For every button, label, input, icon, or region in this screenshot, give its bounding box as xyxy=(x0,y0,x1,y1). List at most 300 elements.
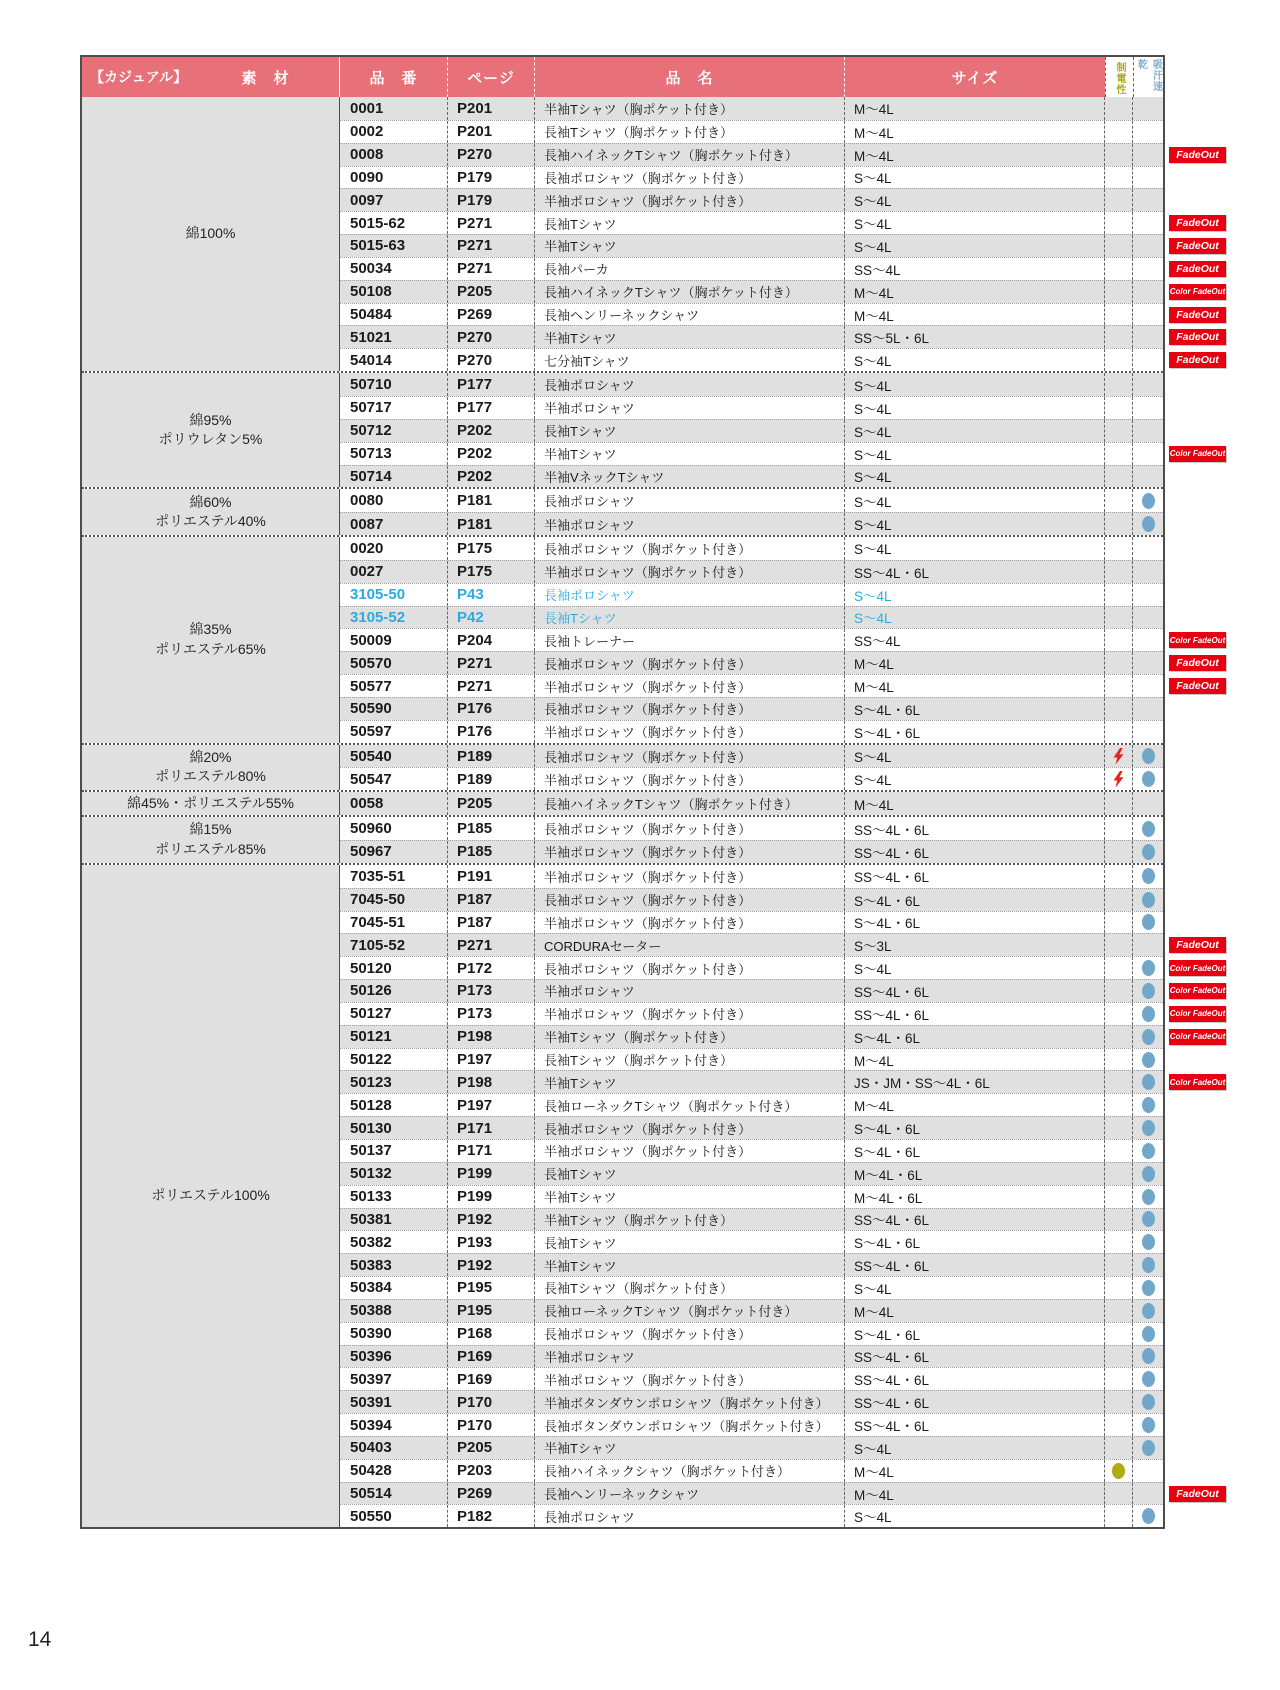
page-ref-cell: P203 xyxy=(448,1460,535,1482)
item-name-cell: 長袖ポロシャツ xyxy=(535,373,845,396)
group-rows xyxy=(340,489,1163,535)
table-row xyxy=(340,1436,1163,1459)
item-no-cell: 3105-50 xyxy=(340,584,448,606)
table-row xyxy=(340,1048,1163,1071)
item-name-cell: 半袖ポロシャツ（胸ポケット付き） xyxy=(535,561,845,583)
page-ref-cell: P271 xyxy=(448,934,535,956)
quick-dry-dot-icon xyxy=(1142,1348,1155,1364)
quick-dry-cell xyxy=(1133,121,1163,143)
page-ref-cell: P171 xyxy=(448,1140,535,1162)
table-row xyxy=(340,188,1163,211)
antistatic-cell xyxy=(1105,537,1133,560)
table-row xyxy=(340,606,1163,629)
size-cell: S～4L xyxy=(845,489,1105,512)
page-ref-cell: P202 xyxy=(448,420,535,442)
item-no-cell: 50590 xyxy=(340,698,448,720)
page-ref-cell: P197 xyxy=(448,1049,535,1071)
size-cell: M～4L xyxy=(845,281,1105,303)
table-row xyxy=(340,537,1163,560)
item-name-cell: 長袖ポロシャツ（胸ポケット付き） xyxy=(535,745,845,768)
quick-dry-dot-icon xyxy=(1142,1074,1155,1090)
item-no-cell: 3105-52 xyxy=(340,607,448,629)
table-row xyxy=(340,745,1163,768)
table-row xyxy=(340,419,1163,442)
quick-dry-cell xyxy=(1133,745,1163,768)
antistatic-cell xyxy=(1105,1437,1133,1459)
table-row xyxy=(340,257,1219,280)
item-name-cell: 半袖Tシャツ xyxy=(535,1186,845,1208)
antistatic-cell xyxy=(1105,349,1133,371)
antistatic-lightning-icon xyxy=(1112,748,1125,765)
antistatic-cell xyxy=(1105,889,1133,911)
page-ref-cell: P175 xyxy=(448,537,535,560)
size-cell: M～4L・6L xyxy=(845,1163,1105,1185)
page-ref-cell: P271 xyxy=(448,258,535,280)
item-name-cell: 長袖ポロシャツ（胸ポケット付き） xyxy=(535,1117,845,1139)
item-no-cell: 51021 xyxy=(340,326,448,348)
size-cell: M～4L xyxy=(845,675,1105,697)
antistatic-cell xyxy=(1105,466,1133,488)
size-cell: S～4L xyxy=(845,212,1105,234)
item-name-cell: 長袖Tシャツ（胸ポケット付き） xyxy=(535,121,845,143)
quick-dry-cell xyxy=(1133,466,1163,488)
item-no-cell: 0027 xyxy=(340,561,448,583)
item-no-cell: 50397 xyxy=(340,1368,448,1390)
size-cell: SS～4L・6L xyxy=(845,980,1105,1002)
quick-dry-cell xyxy=(1133,912,1163,934)
material-label: 綿35% ポリエステル65% xyxy=(82,537,340,743)
quick-dry-dot-icon xyxy=(1142,1326,1155,1342)
size-cell: S～4L xyxy=(845,513,1105,535)
header-item-name: 品 名 xyxy=(535,57,845,97)
table-row xyxy=(340,465,1163,488)
antistatic-cell xyxy=(1105,1140,1133,1162)
size-cell: S～4L・6L xyxy=(845,1323,1105,1345)
table-row xyxy=(340,280,1226,303)
page-ref-cell: P173 xyxy=(448,1003,535,1025)
table-row xyxy=(340,1185,1163,1208)
quick-dry-cell xyxy=(1133,792,1163,815)
item-name-cell: 長袖ハイネックTシャツ（胸ポケット付き） xyxy=(535,144,845,166)
quick-dry-cell xyxy=(1133,1323,1163,1345)
table-row xyxy=(340,1459,1163,1482)
quick-dry-cell xyxy=(1133,957,1163,979)
size-cell: SS～4L・6L xyxy=(845,1346,1105,1368)
antistatic-cell xyxy=(1105,1346,1133,1368)
quick-dry-dot-icon xyxy=(1142,1303,1155,1319)
antistatic-cell xyxy=(1105,212,1133,234)
antistatic-cell xyxy=(1105,1460,1133,1482)
antistatic-cell xyxy=(1105,1254,1133,1276)
quick-dry-dot-icon xyxy=(1142,1417,1155,1433)
item-no-cell: 50403 xyxy=(340,1437,448,1459)
item-name-cell: 長袖ヘンリーネックシャツ xyxy=(535,304,845,326)
page-ref-cell: P270 xyxy=(448,349,535,371)
page-ref-cell: P172 xyxy=(448,957,535,979)
item-name-cell: 長袖ポロシャツ（胸ポケット付き） xyxy=(535,1323,845,1345)
quick-dry-cell xyxy=(1133,1117,1163,1139)
item-name-cell: 長袖ローネックTシャツ（胸ポケット付き） xyxy=(535,1094,845,1116)
group-rows xyxy=(340,817,1163,863)
header-size: サイズ xyxy=(845,57,1105,97)
material-group xyxy=(82,863,1226,1527)
quick-dry-cell xyxy=(1133,1277,1163,1299)
antistatic-cell xyxy=(1105,326,1133,348)
item-name-cell: 半袖Tシャツ xyxy=(535,326,845,348)
antistatic-cell xyxy=(1105,1483,1133,1505)
page-ref-cell: P201 xyxy=(448,121,535,143)
item-no-cell: 50126 xyxy=(340,980,448,1002)
page-ref-cell: P170 xyxy=(448,1391,535,1413)
size-cell: S～4L xyxy=(845,584,1105,606)
size-cell: S～4L xyxy=(845,397,1105,419)
antistatic-cell xyxy=(1105,281,1133,303)
fadeout-badge: Color FadeOut xyxy=(1169,1006,1226,1022)
size-cell: M～4L xyxy=(845,304,1105,326)
quick-dry-cell xyxy=(1133,1254,1163,1276)
antistatic-cell xyxy=(1105,167,1133,189)
page-ref-cell: P202 xyxy=(448,466,535,488)
quick-dry-cell xyxy=(1133,934,1163,956)
material-label: 綿20% ポリエステル80% xyxy=(82,745,340,791)
antistatic-cell xyxy=(1105,561,1133,583)
size-cell: SS～4L・6L xyxy=(845,1368,1105,1390)
quick-dry-cell xyxy=(1133,768,1163,790)
quick-dry-cell xyxy=(1133,865,1163,888)
table-row xyxy=(340,674,1219,697)
antistatic-cell xyxy=(1105,607,1133,629)
size-cell: S～4L xyxy=(845,443,1105,465)
item-no-cell: 50960 xyxy=(340,817,448,840)
page-ref-cell: P185 xyxy=(448,841,535,863)
page-ref-cell: P187 xyxy=(448,889,535,911)
table-row xyxy=(340,1162,1163,1185)
item-no-cell: 50714 xyxy=(340,466,448,488)
item-name-cell: 半袖ポロシャツ（胸ポケット付き） xyxy=(535,1368,845,1390)
fadeout-badge: FadeOut xyxy=(1169,238,1226,254)
item-no-cell: 50381 xyxy=(340,1209,448,1231)
table-row xyxy=(340,865,1163,888)
quick-dry-cell xyxy=(1133,629,1163,651)
material-group xyxy=(82,743,1163,791)
item-name-cell: 長袖ハイネックTシャツ（胸ポケット付き） xyxy=(535,792,845,815)
size-cell: SS～4L・6L xyxy=(845,561,1105,583)
table-header xyxy=(82,57,1163,97)
item-name-cell: 長袖ハイネックシャツ（胸ポケット付き） xyxy=(535,1460,845,1482)
quick-dry-cell xyxy=(1133,235,1163,257)
table-row xyxy=(340,651,1219,674)
quick-dry-cell xyxy=(1133,1186,1163,1208)
table-row xyxy=(340,303,1219,326)
size-cell: SS～4L・6L xyxy=(845,1254,1105,1276)
table-row xyxy=(340,348,1219,371)
item-no-cell: 0001 xyxy=(340,97,448,120)
quick-dry-dot-icon xyxy=(1142,1029,1155,1045)
header-item-no: 品 番 xyxy=(340,57,448,97)
page-ref-cell: P198 xyxy=(448,1071,535,1093)
size-cell: S～4L・6L xyxy=(845,1026,1105,1048)
table-row xyxy=(340,325,1219,348)
size-cell: S～4L xyxy=(845,1437,1105,1459)
table-row xyxy=(340,583,1163,606)
item-no-cell: 0087 xyxy=(340,513,448,535)
item-name-cell: 長袖Tシャツ（胸ポケット付き） xyxy=(535,1277,845,1299)
quick-dry-cell xyxy=(1133,1026,1163,1048)
quick-dry-cell xyxy=(1133,373,1163,396)
antistatic-cell xyxy=(1105,912,1133,934)
item-no-cell: 5015-62 xyxy=(340,212,448,234)
size-cell: S～4L xyxy=(845,768,1105,790)
page-ref-cell: P43 xyxy=(448,584,535,606)
size-cell: M～4L xyxy=(845,1049,1105,1071)
page-ref-cell: P170 xyxy=(448,1414,535,1436)
antistatic-lightning-icon xyxy=(1112,771,1125,788)
table-row xyxy=(340,97,1163,120)
item-name-cell: 長袖ポロシャツ xyxy=(535,489,845,512)
item-name-cell: 長袖ポロシャツ xyxy=(535,1505,845,1527)
item-name-cell: 半袖ポロシャツ（胸ポケット付き） xyxy=(535,675,845,697)
page-ref-cell: P189 xyxy=(448,768,535,790)
table-row xyxy=(340,396,1163,419)
quick-dry-cell xyxy=(1133,304,1163,326)
fadeout-badge: FadeOut xyxy=(1169,147,1226,163)
size-cell: S～4L・6L xyxy=(845,889,1105,911)
item-no-cell: 50130 xyxy=(340,1117,448,1139)
item-name-cell: 長袖ポロシャツ（胸ポケット付き） xyxy=(535,698,845,720)
material-group xyxy=(82,535,1226,743)
item-name-cell: 半袖ボタンダウンポロシャツ（胸ポケット付き） xyxy=(535,1391,845,1413)
group-rows xyxy=(340,373,1226,487)
table-row xyxy=(340,1116,1163,1139)
quick-dry-cell xyxy=(1133,397,1163,419)
item-no-cell: 50383 xyxy=(340,1254,448,1276)
table-row xyxy=(340,888,1163,911)
item-no-cell: 50127 xyxy=(340,1003,448,1025)
page-ref-cell: P193 xyxy=(448,1231,535,1253)
quick-dry-cell xyxy=(1133,513,1163,535)
page-ref-cell: P176 xyxy=(448,721,535,743)
antistatic-cell xyxy=(1105,144,1133,166)
item-name-cell: 長袖Tシャツ（胸ポケット付き） xyxy=(535,1049,845,1071)
antistatic-cell xyxy=(1105,1231,1133,1253)
antistatic-cell xyxy=(1105,304,1133,326)
table-row xyxy=(340,817,1163,840)
quick-dry-cell xyxy=(1133,97,1163,120)
quick-dry-cell xyxy=(1133,675,1163,697)
quick-dry-dot-icon xyxy=(1142,1234,1155,1250)
item-name-cell: 半袖ポロシャツ（胸ポケット付き） xyxy=(535,189,845,211)
quick-dry-dot-icon xyxy=(1142,516,1155,532)
table-row xyxy=(340,1482,1219,1505)
quick-dry-dot-icon xyxy=(1142,1440,1155,1456)
quick-dry-cell xyxy=(1133,443,1163,465)
size-cell: S～4L xyxy=(845,167,1105,189)
size-cell: S～4L・6L xyxy=(845,1140,1105,1162)
item-no-cell: 50128 xyxy=(340,1094,448,1116)
quick-dry-dot-icon xyxy=(1142,1257,1155,1273)
table-row xyxy=(340,1002,1226,1025)
item-no-cell: 50712 xyxy=(340,420,448,442)
group-rows xyxy=(340,865,1226,1527)
table-row xyxy=(340,1230,1163,1253)
item-no-cell: 50540 xyxy=(340,745,448,768)
antistatic-cell xyxy=(1105,817,1133,840)
antistatic-cell xyxy=(1105,1391,1133,1413)
quick-dry-cell xyxy=(1133,144,1163,166)
antistatic-cell xyxy=(1105,841,1133,863)
page-ref-cell: P269 xyxy=(448,304,535,326)
page-ref-cell: P192 xyxy=(448,1254,535,1276)
item-no-cell: 50570 xyxy=(340,652,448,674)
quick-dry-cell xyxy=(1133,167,1163,189)
antistatic-cell xyxy=(1105,513,1133,535)
size-cell: SS～4L xyxy=(845,629,1105,651)
antistatic-cell xyxy=(1105,1049,1133,1071)
item-name-cell: 七分袖Tシャツ xyxy=(535,349,845,371)
quick-dry-dot-icon xyxy=(1142,1189,1155,1205)
item-name-cell: 半袖Tシャツ（胸ポケット付き） xyxy=(535,97,845,120)
antistatic-cell xyxy=(1105,1026,1133,1048)
quick-dry-cell xyxy=(1133,1300,1163,1322)
quick-dry-dot-icon xyxy=(1142,960,1155,976)
item-no-cell: 0020 xyxy=(340,537,448,560)
item-name-cell: 長袖ポロシャツ（胸ポケット付き） xyxy=(535,652,845,674)
material-label: 綿45%・ポリエステル55% xyxy=(82,792,340,815)
page-ref-cell: P270 xyxy=(448,144,535,166)
table-row xyxy=(340,1390,1163,1413)
antistatic-cell xyxy=(1105,489,1133,512)
antistatic-cell xyxy=(1105,652,1133,674)
item-name-cell: 半袖ポロシャツ（胸ポケット付き） xyxy=(535,865,845,888)
page-ref-cell: P271 xyxy=(448,212,535,234)
item-no-cell: 50484 xyxy=(340,304,448,326)
fadeout-badge: Color FadeOut xyxy=(1169,632,1226,648)
item-no-cell: 50514 xyxy=(340,1483,448,1505)
quick-dry-cell xyxy=(1133,1003,1163,1025)
item-no-cell: 50120 xyxy=(340,957,448,979)
item-name-cell: 半袖Tシャツ xyxy=(535,235,845,257)
item-name-cell: 半袖ポロシャツ（胸ポケット付き） xyxy=(535,768,845,790)
page-ref-cell: P177 xyxy=(448,373,535,396)
item-name-cell: 半袖Tシャツ xyxy=(535,1254,845,1276)
antistatic-cell xyxy=(1105,420,1133,442)
item-name-cell: 半袖Tシャツ（胸ポケット付き） xyxy=(535,1026,845,1048)
quick-dry-dot-icon xyxy=(1142,1166,1155,1182)
table-row xyxy=(340,1413,1163,1436)
item-no-cell: 50396 xyxy=(340,1346,448,1368)
item-name-cell: 長袖ポロシャツ（胸ポケット付き） xyxy=(535,817,845,840)
antistatic-dot-icon xyxy=(1112,1463,1125,1479)
item-name-cell: 半袖ポロシャツ xyxy=(535,513,845,535)
quick-dry-cell xyxy=(1133,537,1163,560)
size-cell: S～4L xyxy=(845,745,1105,768)
quick-dry-cell xyxy=(1133,1391,1163,1413)
material-group xyxy=(82,97,1226,371)
quick-dry-dot-icon xyxy=(1142,1211,1155,1227)
table-row xyxy=(340,143,1219,166)
quick-dry-cell xyxy=(1133,1414,1163,1436)
page-ref-cell: P171 xyxy=(448,1117,535,1139)
size-cell: S～4L xyxy=(845,607,1105,629)
item-name-cell: 長袖トレーナー xyxy=(535,629,845,651)
quick-dry-cell xyxy=(1133,1346,1163,1368)
quick-dry-cell xyxy=(1133,607,1163,629)
antistatic-cell xyxy=(1105,721,1133,743)
quick-dry-cell xyxy=(1133,1505,1163,1527)
page-ref-cell: P205 xyxy=(448,281,535,303)
antistatic-cell xyxy=(1105,121,1133,143)
antistatic-cell xyxy=(1105,980,1133,1002)
quick-dry-cell xyxy=(1133,652,1163,674)
quick-dry-cell xyxy=(1133,889,1163,911)
table-row xyxy=(340,489,1163,512)
fadeout-badge: FadeOut xyxy=(1169,261,1226,277)
quick-dry-dot-icon xyxy=(1142,868,1155,884)
antistatic-cell xyxy=(1105,865,1133,888)
quick-dry-cell xyxy=(1133,1231,1163,1253)
item-no-cell: 7105-52 xyxy=(340,934,448,956)
quick-dry-dot-icon xyxy=(1142,821,1155,837)
table-row xyxy=(340,234,1219,257)
item-name-cell: 半袖ポロシャツ xyxy=(535,1346,845,1368)
fadeout-badge: Color FadeOut xyxy=(1169,1029,1226,1045)
size-cell: SS～4L・6L xyxy=(845,1003,1105,1025)
page-ref-cell: P270 xyxy=(448,326,535,348)
antistatic-cell xyxy=(1105,1277,1133,1299)
antistatic-cell xyxy=(1105,1414,1133,1436)
quick-dry-dot-icon xyxy=(1142,914,1155,930)
group-rows xyxy=(340,537,1226,743)
item-name-cell: 半袖VネックTシャツ xyxy=(535,466,845,488)
quick-dry-cell xyxy=(1133,420,1163,442)
table-row xyxy=(340,933,1219,956)
table-row xyxy=(340,560,1163,583)
size-cell: SS～4L・6L xyxy=(845,1391,1105,1413)
page-ref-cell: P182 xyxy=(448,1505,535,1527)
quick-dry-dot-icon xyxy=(1142,1280,1155,1296)
table-row xyxy=(340,840,1163,863)
table-row xyxy=(340,1345,1163,1368)
antistatic-cell xyxy=(1105,745,1133,768)
item-name-cell: 長袖ポロシャツ（胸ポケット付き） xyxy=(535,957,845,979)
item-name-cell: 半袖ポロシャツ（胸ポケット付き） xyxy=(535,1003,845,1025)
item-name-cell: 半袖Tシャツ xyxy=(535,1437,845,1459)
size-cell: SS～4L・6L xyxy=(845,841,1105,863)
page-ref-cell: P202 xyxy=(448,443,535,465)
item-no-cell: 50388 xyxy=(340,1300,448,1322)
table-row xyxy=(340,1093,1163,1116)
size-cell: SS～4L・6L xyxy=(845,1209,1105,1231)
item-name-cell: 長袖Tシャツ xyxy=(535,1163,845,1185)
material-label: 綿60% ポリエステル40% xyxy=(82,489,340,535)
page-ref-cell: P271 xyxy=(448,235,535,257)
page-ref-cell: P181 xyxy=(448,513,535,535)
quick-dry-dot-icon xyxy=(1142,983,1155,999)
page-ref-cell: P199 xyxy=(448,1163,535,1185)
page-ref-cell: P205 xyxy=(448,792,535,815)
page-ref-cell: P189 xyxy=(448,745,535,768)
item-name-cell: 長袖Tシャツ xyxy=(535,212,845,234)
quick-dry-cell xyxy=(1133,1483,1163,1505)
antistatic-cell xyxy=(1105,1094,1133,1116)
antistatic-cell xyxy=(1105,1323,1133,1345)
quick-dry-cell xyxy=(1133,1460,1163,1482)
item-no-cell: 0058 xyxy=(340,792,448,815)
page-ref-cell: P169 xyxy=(448,1346,535,1368)
item-name-cell: 長袖ポロシャツ xyxy=(535,584,845,606)
item-name-cell: 長袖ポロシャツ（胸ポケット付き） xyxy=(535,167,845,189)
quick-dry-cell xyxy=(1133,1368,1163,1390)
